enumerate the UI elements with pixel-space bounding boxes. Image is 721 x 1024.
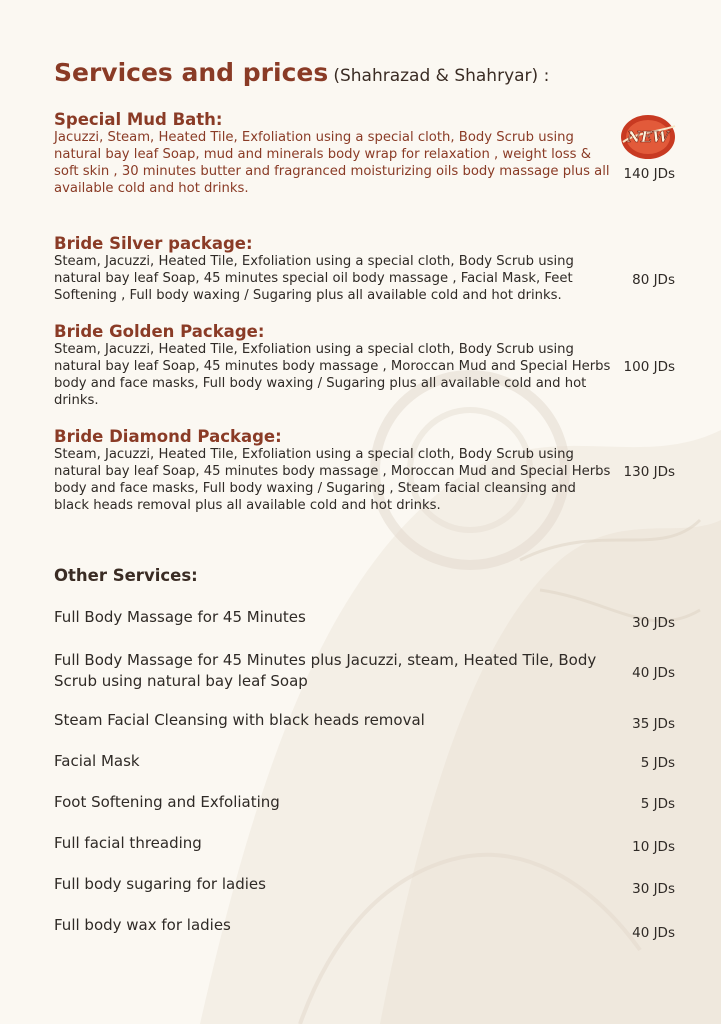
service-item: Facial Mask — [54, 752, 140, 770]
service-item: Full facial threading — [54, 834, 202, 852]
page-title-subtitle: (Shahrazad & Shahryar) : — [333, 66, 550, 86]
package-name: Bride Golden Package: — [54, 322, 265, 341]
package-price: 130 JDs — [623, 464, 675, 480]
service-price: 30 JDs — [632, 615, 675, 631]
package-name: Special Mud Bath: — [54, 110, 223, 129]
service-price: 35 JDs — [632, 716, 675, 732]
service-item: Full Body Massage for 45 Minutes — [54, 608, 306, 626]
package-description: Steam, Jacuzzi, Heated Tile, Exfoliation using a special cloth, Body Scrub using natural bay leaf Soap, 45 minutes special oil body massage , Facial Mask, Feet Softening , Full body waxing / Sugaring plus all available cold and hot drinks. — [54, 254, 574, 303]
new-badge-label: NEW — [627, 128, 669, 146]
service-price: 40 JDs — [632, 925, 675, 941]
package-description: Steam, Jacuzzi, Heated Tile, Exfoliation using a special cloth, Body Scrub using natural bay leaf Soap, 45 minutes body massage , Moroccan Mud and Special Herbs body and face masks, Full body waxing / Sugaring plus all available cold and hot drinks. — [54, 342, 611, 408]
service-price: 5 JDs — [640, 796, 675, 812]
new-badge-icon — [619, 112, 677, 162]
package-description: Steam, Jacuzzi, Heated Tile, Exfoliation using a special cloth, Body Scrub using natural bay leaf Soap, 45 minutes body massage , Moroccan Mud and Special Herbs body and face masks, Full body waxing / Sugaring , Steam facial cleansing and black heads removal plus all available cold and hot drinks. — [54, 447, 611, 513]
package-description: Jacuzzi, Steam, Heated Tile, Exfoliation using a special cloth, Body Scrub using natural bay leaf Soap, mud and minerals body wrap for relaxation , weight loss & soft skin , 30 minutes butter and fragranced moisturizing oils body massage plus all available cold and hot drinks. — [54, 130, 610, 196]
service-item: Foot Softening and Exfoliating — [54, 793, 280, 811]
package-price: 140 JDs — [623, 166, 675, 182]
page-title — [54, 58, 549, 87]
service-item: Full body sugaring for ladies — [54, 875, 266, 893]
package-bride-diamond — [54, 427, 614, 514]
service-item: Steam Facial Cleansing with black heads removal — [54, 711, 425, 729]
service-price: 40 JDs — [632, 665, 675, 681]
service-price: 10 JDs — [632, 839, 675, 855]
package-price: 80 JDs — [632, 272, 675, 288]
service-price: 5 JDs — [640, 755, 675, 771]
service-price: 30 JDs — [632, 881, 675, 897]
package-price: 100 JDs — [623, 359, 675, 375]
other-services-title: Other Services: — [54, 566, 198, 585]
page-title-main: Services and prices — [54, 58, 329, 87]
package-name: Bride Diamond Package: — [54, 427, 282, 446]
service-item: Full Body Massage for 45 Minutes plus Jacuzzi, steam, Heated Tile, Body Scrub using natural bay leaf Soap — [54, 651, 597, 690]
package-name: Bride Silver package: — [54, 234, 253, 253]
package-bride-silver — [54, 234, 614, 304]
package-special-mud-bath — [54, 110, 614, 197]
service-item: Full body wax for ladies — [54, 916, 231, 934]
package-bride-golden — [54, 322, 614, 409]
